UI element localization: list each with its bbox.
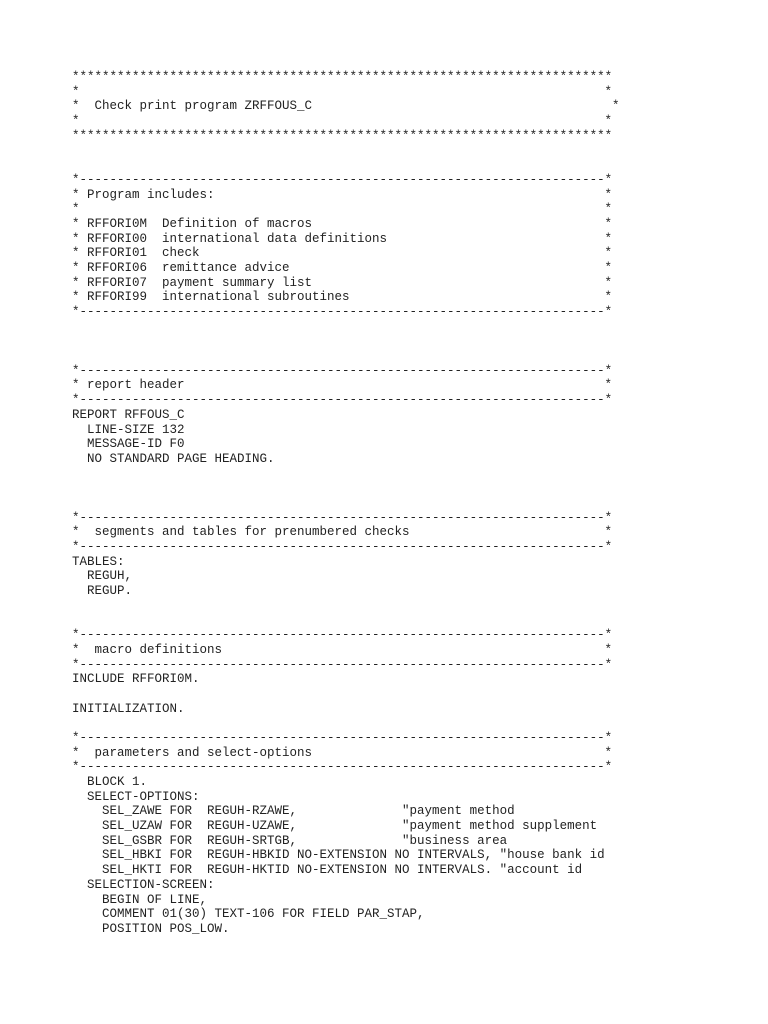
include-entry-text: * RFFORI00 international data definitions [72, 231, 388, 246]
comment-border-line: *----------------------------------------------------------------------* [72, 628, 613, 643]
blank-line [72, 481, 612, 496]
box-right-edge: * [604, 202, 613, 217]
code-line: COMMENT 01(30) TEXT-106 FOR FIELD PAR_STAP, [72, 907, 425, 922]
includes-heading-line [72, 188, 612, 203]
comment-border-line: *----------------------------------------------------------------------* [72, 540, 613, 554]
box-left-edge: * [72, 114, 80, 129]
code-line: BLOCK 1. [72, 775, 148, 789]
section-heading-line [72, 525, 612, 540]
blank-line [72, 334, 612, 349]
include-entry-text: * RFFORI06 remittance advice [72, 260, 290, 275]
blank-line [72, 687, 612, 702]
box-right-edge: * [604, 246, 613, 261]
include-entry-text: * RFFORI07 payment summary list [72, 275, 313, 290]
section-heading: * segments and tables for prenumbered checks [72, 525, 410, 540]
include-entry-text: * RFFORI01 check [72, 246, 200, 261]
comment-border-line: *----------------------------------------------------------------------* [72, 760, 613, 775]
comment-empty-line [72, 202, 612, 217]
comment-border-line: *----------------------------------------------------------------------* [72, 730, 613, 745]
box-right-edge: * [604, 275, 613, 290]
code-line: TABLES: [72, 554, 125, 569]
header-box-bottom-border: ************************************************************************ [72, 128, 613, 143]
code-line: SELECTION-SCREEN: [72, 877, 215, 892]
section-heading: * report header [72, 378, 185, 393]
include-entry-text: * RFFORI99 international subroutines [72, 290, 350, 305]
include-entry [72, 217, 612, 232]
box-right-edge: * [604, 642, 613, 657]
code-line: MESSAGE-ID F0 [72, 437, 185, 452]
code-line: REGUH, [72, 569, 133, 584]
header-box-empty-line [72, 114, 612, 129]
box-right-edge: * [604, 114, 613, 129]
includes-heading: * Program includes: [72, 187, 215, 202]
include-entry [72, 232, 612, 247]
blank-line [72, 158, 612, 173]
box-right-edge: * [604, 260, 613, 275]
comment-border-line: *----------------------------------------------------------------------* [72, 172, 613, 187]
code-line: REGUP. [72, 584, 133, 599]
header-box-top-border: ************************************************************************ [72, 70, 613, 84]
blank-line [72, 496, 612, 511]
code-line: SEL_UZAW FOR REGUH-UZAWE, "payment method supplement [72, 819, 598, 834]
blank-line [72, 599, 612, 614]
box-right-edge: * [604, 525, 613, 540]
code-line: BEGIN OF LINE, [72, 892, 208, 907]
box-right-edge: * [604, 378, 613, 393]
blank-line [72, 716, 612, 731]
header-box-empty-line [72, 85, 612, 100]
comment-border-line: *----------------------------------------------------------------------* [72, 657, 613, 672]
section-heading: * parameters and select-options [72, 745, 313, 760]
code-line: INCLUDE RFFORI0M. [72, 672, 200, 687]
code-line: INITIALIZATION. [72, 701, 185, 716]
box-right-edge: * [604, 216, 613, 231]
box-right-edge: * [604, 290, 613, 305]
include-entry [72, 276, 612, 291]
section-heading: * macro definitions [72, 642, 223, 657]
comment-border-line: *----------------------------------------------------------------------* [72, 363, 613, 378]
code-line: SEL_HBKI FOR REGUH-HBKID NO-EXTENSION NO INTERVALS, "house bank id [72, 848, 605, 863]
code-line: REPORT RFFOUS_C [72, 407, 185, 422]
comment-border-line: *----------------------------------------------------------------------* [72, 510, 613, 525]
program-title: * Check print program ZRFFOUS_C [72, 99, 313, 114]
box-right-edge: * [604, 187, 613, 202]
box-right-edge: * [604, 231, 613, 246]
include-entry [72, 290, 612, 305]
box-left-edge: * [72, 84, 80, 99]
section-heading-line [72, 643, 612, 658]
code-line: SEL_ZAWE FOR REGUH-RZAWE, "payment method [72, 804, 515, 819]
code-line: POSITION POS_LOW. [72, 921, 230, 936]
comment-border-line: *----------------------------------------------------------------------* [72, 393, 613, 408]
blank-line [72, 349, 612, 364]
box-right-edge: * [612, 99, 620, 114]
program-title-line [72, 99, 620, 114]
code-line: SEL_HKTI FOR REGUH-HKTID NO-EXTENSION NO INTERVALS. "account id [72, 863, 583, 878]
section-heading-line [72, 746, 612, 761]
code-line: SELECT-OPTIONS: [72, 789, 200, 804]
include-entry [72, 261, 612, 276]
code-line: SEL_GSBR FOR REGUH-SRTGB, "business area [72, 833, 508, 848]
source-code-listing [72, 70, 620, 937]
blank-line [72, 320, 612, 335]
box-right-edge: * [604, 84, 613, 99]
include-entry [72, 246, 612, 261]
blank-line [72, 613, 612, 628]
box-right-edge: * [604, 745, 613, 760]
include-entry-text: * RFFORI0M Definition of macros [72, 216, 313, 231]
blank-line [72, 143, 612, 158]
comment-border-line: *----------------------------------------------------------------------* [72, 305, 613, 319]
section-heading-line [72, 378, 612, 393]
box-left-edge: * [72, 202, 80, 217]
blank-line [72, 467, 612, 482]
code-line: LINE-SIZE 132 [72, 422, 185, 437]
code-line: NO STANDARD PAGE HEADING. [72, 451, 275, 466]
